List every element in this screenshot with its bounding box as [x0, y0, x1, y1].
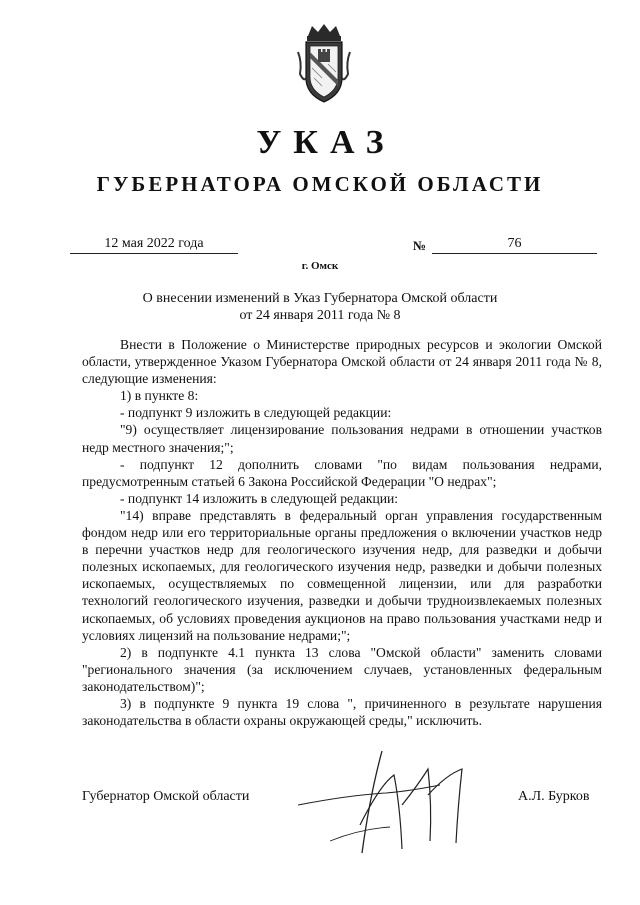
- body-paragraph: "14) вправе представлять в федеральный орган управления государственным фондом недр или его территориальные органы предложения о включении участков недр в перечни участков недр для геологического изучения недр, для разведки и добычи полезных ископаемых, для геологического изучения недр, разведки и добычи полезных ископаемых, осуществляемых по совмещенной лицензии, или для разработки технологий геологического изучения, разведки и добычи трудноизвлекаемых полезных ископаемых, об условиях проведения аукционов на право пользования участками недр и условиях лицензий на пользование недрами;";: [82, 507, 602, 643]
- subject-line: от 24 января 2011 года № 8: [239, 308, 401, 323]
- document-subtitle: ГУБЕРНАТОРА ОМСКОЙ ОБЛАСТИ: [96, 172, 544, 196]
- body-paragraph: Внести в Положение о Министерстве природных ресурсов и экологии Омской области, утвержденное Указом Губернатора Омской области от 24 января 2011 года № 8, следующие изменения:: [82, 337, 602, 387]
- decree-subject: [0, 290, 640, 324]
- body-paragraph: - подпункт 9 изложить в следующей редакции:: [120, 405, 392, 421]
- decree-date: 12 мая 2022 года: [70, 236, 238, 254]
- number-sign: №: [413, 238, 427, 253]
- decree-number: 76: [432, 236, 597, 254]
- decree-body: [82, 336, 602, 729]
- city: г. Омск: [301, 260, 339, 272]
- body-paragraph: 2) в подпункте 4.1 пункта 13 слова "Омской области" заменить словами "регионального значения (за исключением случаев, установленных федеральным законодательством)";: [82, 644, 602, 694]
- document-title: УКАЗ: [256, 124, 396, 161]
- body-paragraph: - подпункт 14 изложить в следующей редакции:: [120, 490, 399, 506]
- coat-of-arms-icon: [294, 22, 354, 104]
- subject-line: О внесении изменений в Указ Губернатора Омской области: [142, 291, 498, 306]
- signatory-name: А.Л. Бурков: [518, 789, 590, 804]
- body-paragraph: 3) в подпункте 9 пункта 19 слова ", причиненного в результате нарушения законодательства в области охраны окружающей среды," исключить.: [82, 695, 602, 729]
- body-paragraph: "9) осуществляет лицензирование пользования недрами в отношении участков недр местного значения;";: [82, 422, 602, 455]
- body-paragraph: - подпункт 12 дополнить словами "по видам пользования недрами, предусмотренным статьей 6 Закона Российской Федерации "О недрах";: [82, 456, 602, 489]
- handwritten-signature: [290, 745, 480, 860]
- body-paragraph: 1) в пункте 8:: [120, 388, 199, 404]
- signatory-position: Губернатор Омской области: [82, 789, 250, 804]
